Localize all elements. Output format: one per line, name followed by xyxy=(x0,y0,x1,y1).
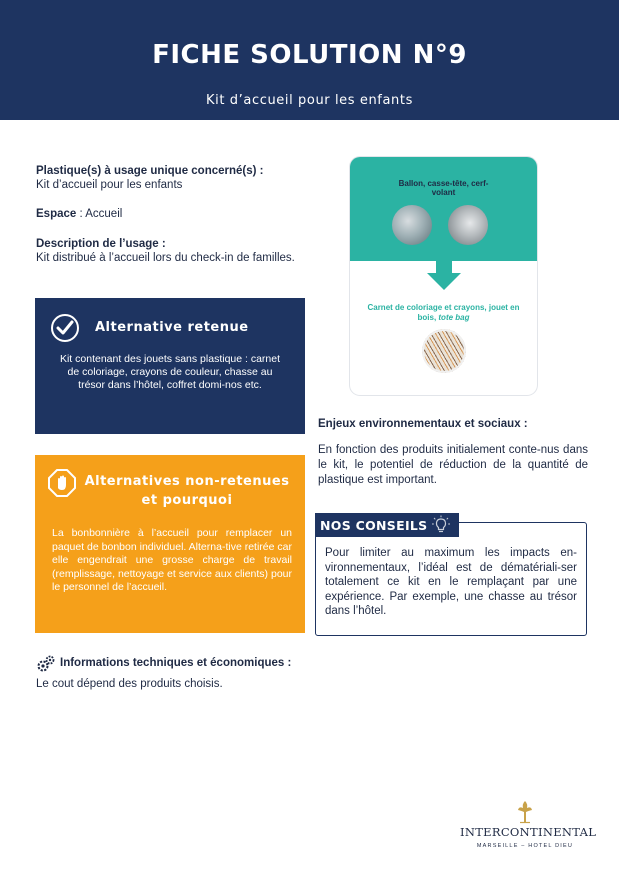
espace-label: Espace xyxy=(36,208,77,220)
infos-techniques-title: Informations techniques et économiques : xyxy=(60,657,292,669)
infographic-before-section xyxy=(350,157,537,261)
logo-name: INTERCONTINENTAL xyxy=(460,825,597,839)
alternatives-non-retenues-body: La bonbonnière à l’accueil pour remplacer un paquet de bonbon individuel. Alterna-tive retirée car elle engendrait une grosse charge de travail (remplissage, nettoyage et service aux clients) pour le personnel de l’accueil. xyxy=(52,527,292,593)
enjeux-body: En fonction des produits initialement conte-nus dans le kit, le potentiel de réduction de la quantité de plastique est important. xyxy=(318,444,588,486)
conseils-title: NOS CONSEILS xyxy=(320,518,428,533)
infos-techniques-body: Le cout dépend des produits choisis. xyxy=(36,678,223,690)
plastics-value: Kit d’accueil pour les enfants xyxy=(36,179,183,191)
infographic xyxy=(350,157,537,395)
alternative-retenue-body: Kit contenant des jouets sans plastique : carnet de coloriage, crayons de couleur, chasse au trésor dans l’hôtel, coffret domi-nos etc. xyxy=(59,353,281,391)
toys-photo-left xyxy=(392,205,432,245)
enjeux-title: Enjeux environnementaux et sociaux : xyxy=(318,418,528,430)
alternative-retenue-title: Alternative retenue xyxy=(95,320,249,335)
page-subtitle: Kit d’accueil pour les enfants xyxy=(206,93,413,108)
conseils-tab xyxy=(315,513,459,537)
logo-emblem-icon xyxy=(515,800,535,824)
check-circle-icon xyxy=(51,314,79,342)
usage-value: Kit distribué à l’accueil lors du check-in de familles. xyxy=(36,252,295,264)
toys-photo-right xyxy=(448,205,488,245)
alternatives-non-retenues-title: Alternatives non-retenues et pourquoi xyxy=(84,474,290,508)
infographic-after-label-main: Carnet de coloriage et crayons, jouet en bois, xyxy=(367,303,520,322)
page-header xyxy=(0,0,619,120)
infographic-after-label xyxy=(360,303,527,322)
alternative-retenue-panel xyxy=(35,298,305,434)
infographic-before-label: Ballon, casse-tête, cerf-volant xyxy=(398,179,489,197)
intercontinental-logo xyxy=(460,800,597,860)
alternatives-non-retenues-panel xyxy=(35,455,305,633)
down-arrow-icon xyxy=(426,261,462,291)
espace-value: : Accueil xyxy=(76,208,123,220)
espace-field xyxy=(36,207,122,221)
crayons-photo xyxy=(422,329,466,373)
conseils-body: Pour limiter au maximum les impacts en-vironnementaux, l’idéal est de dématériali-ser totalement ce kit en le remplaçant par une expérience. Par exemple, une chasse au trésor dans l’hôtel. xyxy=(325,547,577,617)
usage-label: Description de l’usage : xyxy=(36,238,166,250)
logo-subtitle: MARSEILLE – HOTEL DIEU xyxy=(476,843,574,849)
gears-icon xyxy=(36,654,56,674)
usage-field xyxy=(36,237,295,265)
plastics-label: Plastique(s) à usage unique concerné(s) : xyxy=(36,165,264,177)
stop-hand-icon xyxy=(48,469,76,497)
plastics-field xyxy=(36,164,264,192)
lightbulb-icon xyxy=(431,515,451,535)
infographic-after-label-italic: tote bag xyxy=(438,312,470,322)
page-title: FICHE SOLUTION N°9 xyxy=(152,40,467,70)
